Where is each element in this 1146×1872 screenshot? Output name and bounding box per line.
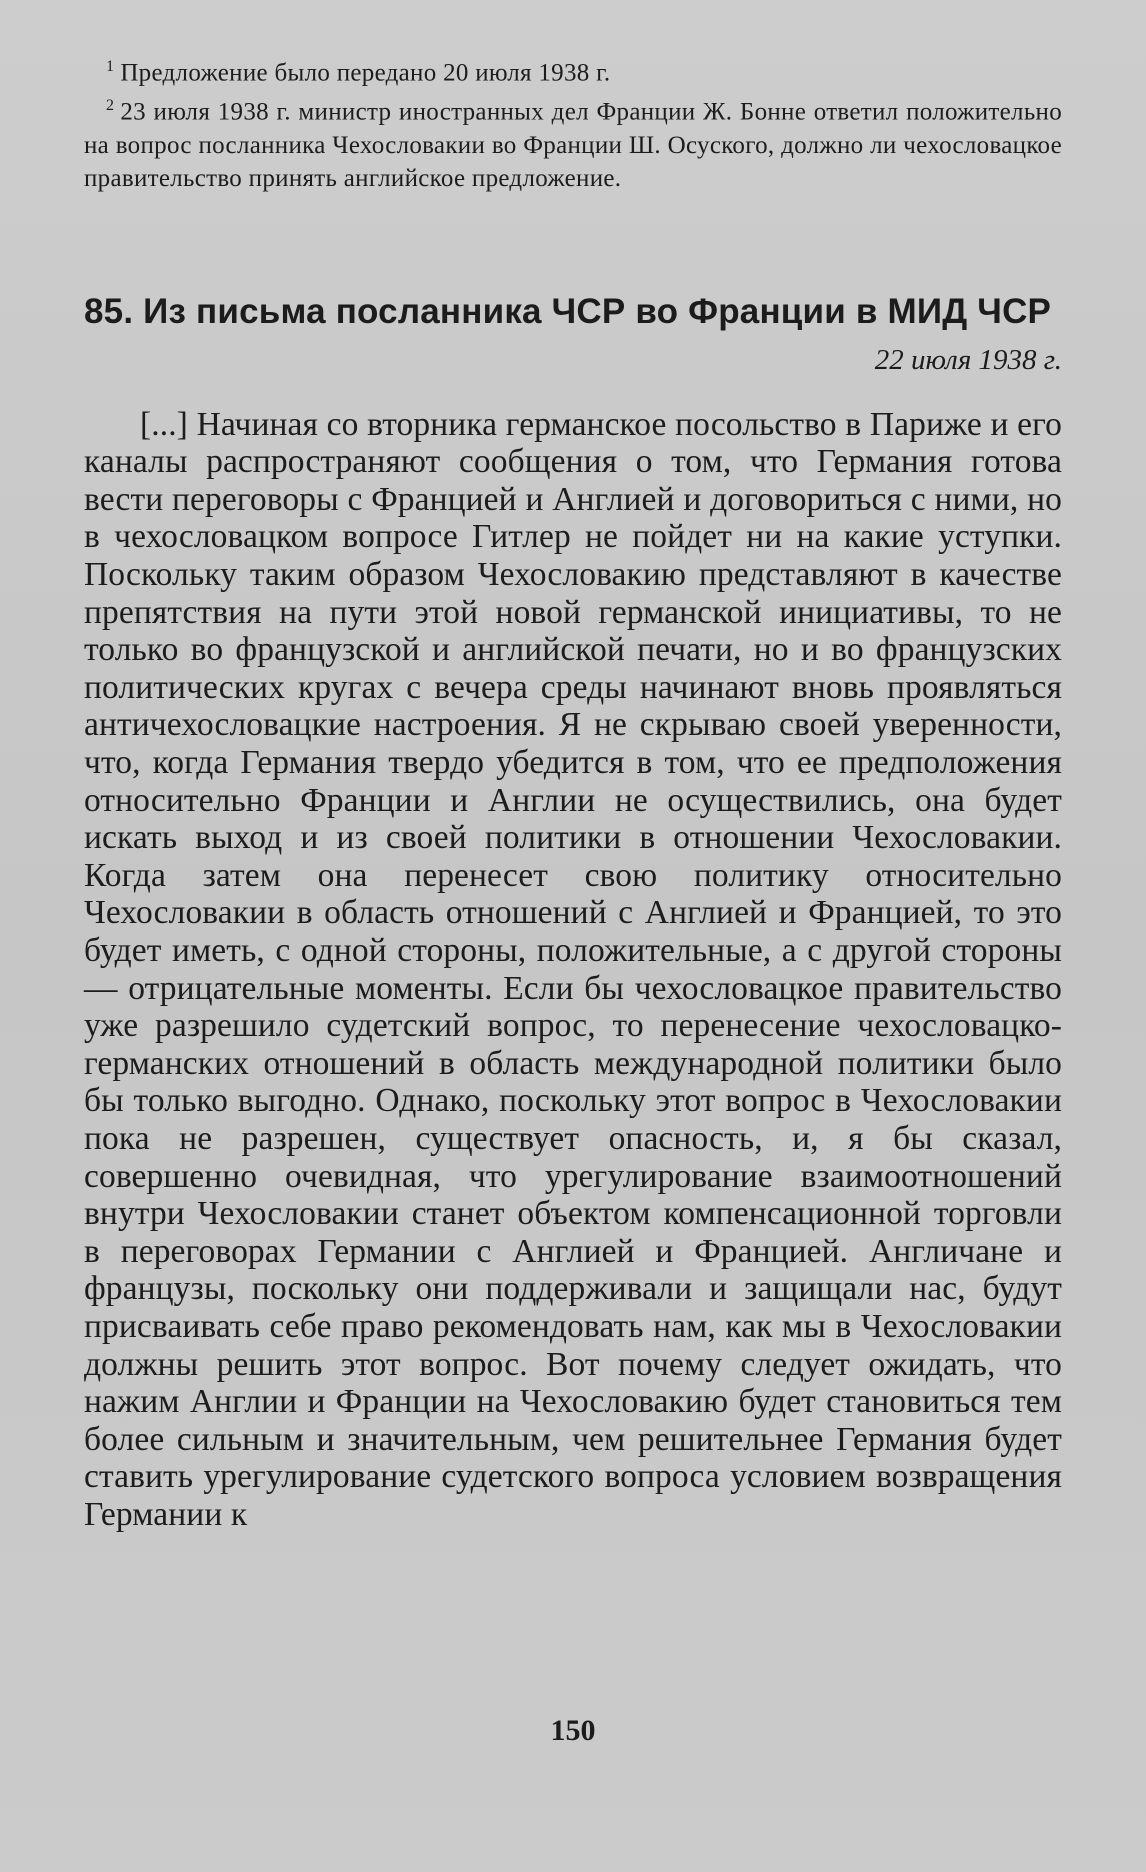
footnote-mark: 2 — [106, 97, 115, 115]
document-date: 22 июля 1938 г. — [874, 343, 1062, 376]
footnote-1 — [84, 50, 1062, 89]
footnote-2 — [84, 89, 1062, 194]
page-number: 150 — [550, 1714, 596, 1747]
footnotes — [84, 50, 1062, 195]
footnote-text: 23 июля 1938 г. министр иностранных дел Франции Ж. Бонне ответил положительно на вопрос посланника Чехословакии во Франции Ш. Осуского, должно ли чехословацкое правительство принять английское предложение. — [84, 98, 1062, 192]
document-heading: 85. Из письма посланника ЧСР во Франции в МИД ЧСР — [84, 291, 1052, 331]
document-body: [...] Начиная со вторника германское посольство в Париже и его каналы распространяют сообщения о том, что Германия готова вести переговоры с Францией и Англией и договориться с ними, но в чехословацком вопросе Гитлер не пойдет ни на какие уступки. Поскольку таким образом Чехословакию представляют в качестве препятствия на пути этой новой германской инициативы, то не только во французской и английской печати, но и во французских политических кругах с вечера среды начинают вновь проявляться античехословацкие настроения. Я не скрываю своей уверенности, что, когда Германия твердо убедится в том, что ее предположения относительно Франции и Англии не осуществились, она будет искать выход и из своей политики в отношении Чехословакии. Когда затем она перенесет свою политику относительно Чехословакии в область отношений с Англией и Францией, то это будет иметь, с одной стороны, положительные, а с другой стороны — отрицательные моменты. Если бы чехословацкое правительство уже разрешило судетский вопрос, то перенесение чехословацко-германских отношений в область международной политики было бы только выгодно. Однако, поскольку этот вопрос в Чехословакии пока не разрешен, существует опасность, и, я бы сказал, совершенно очевидная, что урегулирование взаимоотношений внутри Чехословакии станет объектом компенсационной торговли в переговорах Германии с Англией и Францией. Англичане и французы, поскольку они поддерживали и защищали нас, будут присваивать себе право рекомендовать нам, как мы в Чехословакии должны решить этот вопрос. Вот почему следует ожидать, что нажим Англии и Франции на Чехословакию будет становиться тем более сильным и значительным, чем решительнее Германия будет ставить урегулирование судетского вопроса условием возвращения Германии к — [84, 405, 1062, 1533]
footnote-mark: 1 — [106, 58, 115, 75]
footnote-text: Предложение было передано 20 июля 1938 г. — [120, 59, 611, 87]
